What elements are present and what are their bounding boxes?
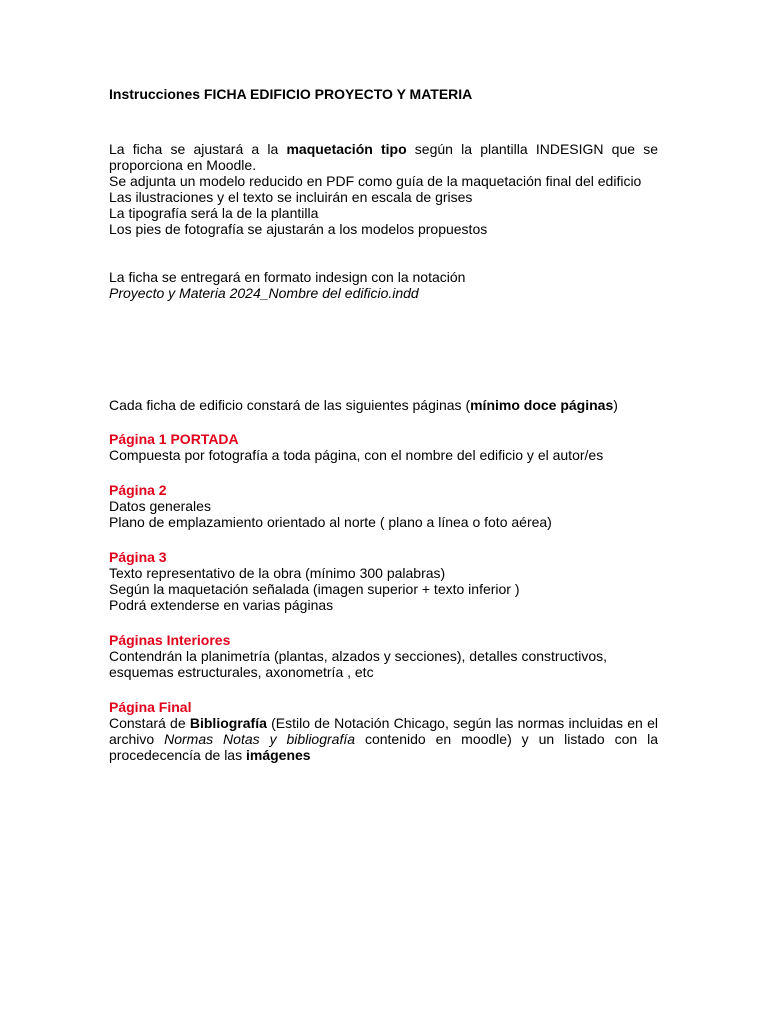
section-line: Compuesta por fotografía a toda página, con el nombre del edificio y el autor/es xyxy=(109,447,604,463)
delivery-line: La ficha se entregará en formato indesign con la notación xyxy=(109,269,466,285)
section-line: Plano de emplazamiento orientado al norte ( plano a línea o foto aérea) xyxy=(109,514,552,530)
section-line: Datos generales xyxy=(109,498,211,514)
section-line: esquemas estructurales, axonometría , etc xyxy=(109,664,374,680)
images-emphasis: imágenes xyxy=(245,747,311,763)
section-line: Según la maquetación señalada (imagen superior + texto inferior ) xyxy=(109,581,520,597)
minimum-pages-emphasis: mínimo doce páginas xyxy=(470,397,614,413)
document-page xyxy=(109,86,658,763)
intro-paragraph: La ficha se ajustará a la maquetación tipo según la plantilla INDESIGN que se proporciona en Moodle. xyxy=(109,141,658,173)
section-heading: Página 3 xyxy=(109,549,167,565)
section-line: Podrá extenderse en varias páginas xyxy=(109,597,334,613)
section-interior-pages xyxy=(109,632,658,680)
pages-intro: Cada ficha de edificio constará de las siguientes páginas (mínimo doce páginas) xyxy=(109,397,618,413)
final-page-paragraph: Constará de Bibliografía (Estilo de Notación Chicago, según las normas incluidas en el archivo Normas Notas y bibliografía contenido en moodle) y un listado con la procedecencía de las imágenes xyxy=(109,715,658,763)
section-heading: Página Final xyxy=(109,699,192,715)
section-heading: Páginas Interiores xyxy=(109,632,231,648)
intro-line: Los pies de fotografía se ajustarán a los modelos propuestos xyxy=(109,221,488,237)
section-page-3 xyxy=(109,549,658,613)
delivery-filename: Proyecto y Materia 2024_Nombre del edificio.indd xyxy=(109,285,419,301)
section-heading: Página 1 PORTADA xyxy=(109,431,239,447)
delivery-block xyxy=(109,269,658,301)
notes-file-name: Normas Notas y bibliografía xyxy=(164,731,356,747)
section-cover xyxy=(109,431,658,463)
intro-block xyxy=(109,141,658,237)
intro-line: La tipografía será la de la plantilla xyxy=(109,205,319,221)
template-emphasis: maquetación tipo xyxy=(286,141,407,157)
intro-line: Las ilustraciones y el texto se incluirán en escala de grises xyxy=(109,189,473,205)
section-line: Contendrán la planimetría (plantas, alzados y secciones), detalles constructivos, xyxy=(109,648,608,664)
bibliography-emphasis: Bibliografía xyxy=(189,715,267,731)
section-final-page xyxy=(109,699,658,763)
section-heading: Página 2 xyxy=(109,482,167,498)
document-title: Instrucciones FICHA EDIFICIO PROYECTO Y MATERIA xyxy=(109,86,473,102)
section-page-2 xyxy=(109,482,658,530)
section-line: Texto representativo de la obra (mínimo 300 palabras) xyxy=(109,565,446,581)
intro-line: Se adjunta un modelo reducido en PDF como guía de la maquetación final del edificio xyxy=(109,173,642,189)
